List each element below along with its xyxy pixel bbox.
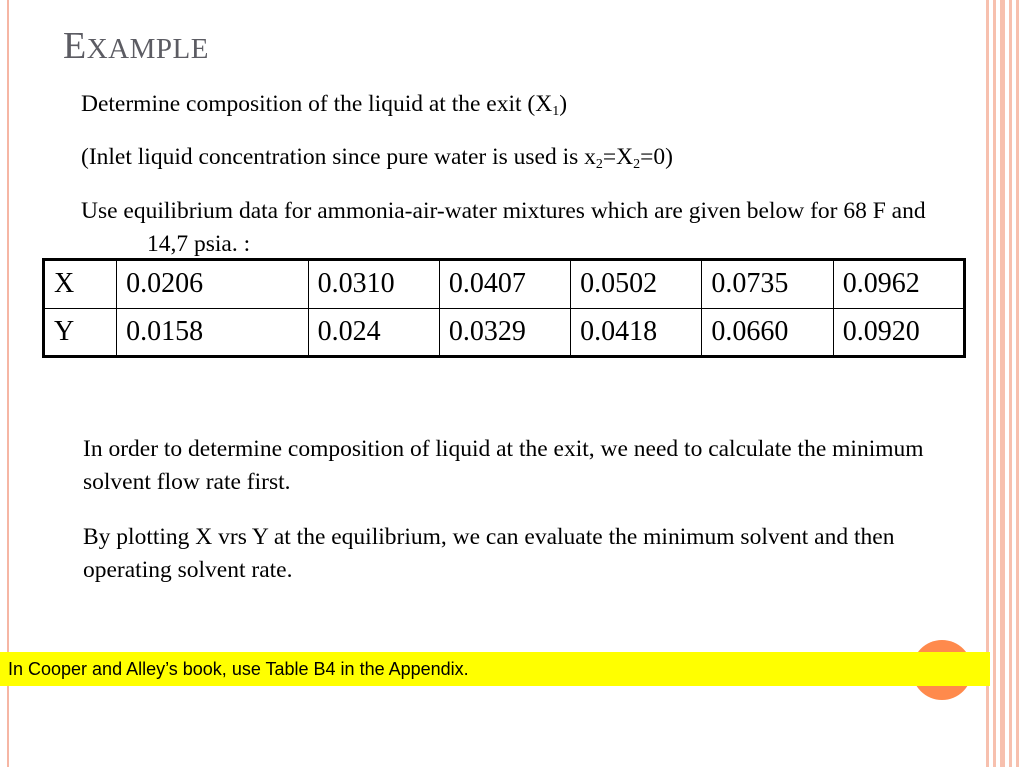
p2-text: (Inlet liquid concentration since pure water is used is x	[81, 144, 596, 170]
highlighted-note: In Cooper and Alley’s book, use Table B4 in the Appendix.	[0, 652, 990, 686]
table-cell: 0.0418	[571, 308, 702, 357]
p2-end: =0)	[640, 144, 673, 170]
table-cell: 0.0962	[833, 260, 964, 309]
table-cell: 0.0920	[833, 308, 964, 357]
slide-title	[63, 24, 209, 68]
table-cell: 0.0735	[702, 260, 833, 309]
table-cell: Y	[44, 308, 117, 357]
table-cell: 0.0407	[439, 260, 570, 309]
table-row	[44, 260, 965, 309]
frame-stripe	[1009, 0, 1012, 767]
paragraph-minimum-solvent: In order to determine composition of liquid at the exit, we need to calculate the minimum solvent flow rate first.	[83, 436, 924, 495]
table-cell: 0.0329	[439, 308, 570, 357]
title-initial: E	[63, 25, 87, 67]
p1-subscript: 1	[552, 104, 560, 119]
frame-stripe	[1000, 0, 1005, 767]
equilibrium-table	[42, 258, 966, 358]
frame-stripe	[1016, 0, 1019, 767]
p2-subscript-2: 2	[633, 157, 641, 172]
title-rest: XAMPLE	[86, 33, 209, 65]
table-cell: 0.0158	[117, 308, 308, 357]
paragraph-exit-composition	[81, 88, 567, 121]
frame-stripe	[993, 0, 996, 767]
table-cell: 0.024	[308, 308, 439, 357]
p2-mid: =X	[602, 144, 634, 170]
paragraph-plotting: By plotting X vrs Y at the equilibrium, we can evaluate the minimum solvent and then operating solvent rate.	[83, 524, 895, 583]
table-cell: 0.0310	[308, 260, 439, 309]
table-row	[44, 308, 965, 357]
paragraph-equilibrium-data: Use equilibrium data for ammonia-air-water mixtures which are given below for 68 F and 14,7 psia. :	[81, 198, 926, 257]
p1-text: Determine composition of the liquid at the exit (X	[81, 91, 553, 117]
table-cell: 0.0206	[117, 260, 308, 309]
table-cell: 0.0502	[571, 260, 702, 309]
table-cell: 0.0660	[702, 308, 833, 357]
table-cell: X	[44, 260, 117, 309]
p2-subscript-1: 2	[595, 157, 603, 172]
paragraph-inlet-concentration	[81, 141, 673, 174]
p1-end: )	[559, 91, 568, 117]
